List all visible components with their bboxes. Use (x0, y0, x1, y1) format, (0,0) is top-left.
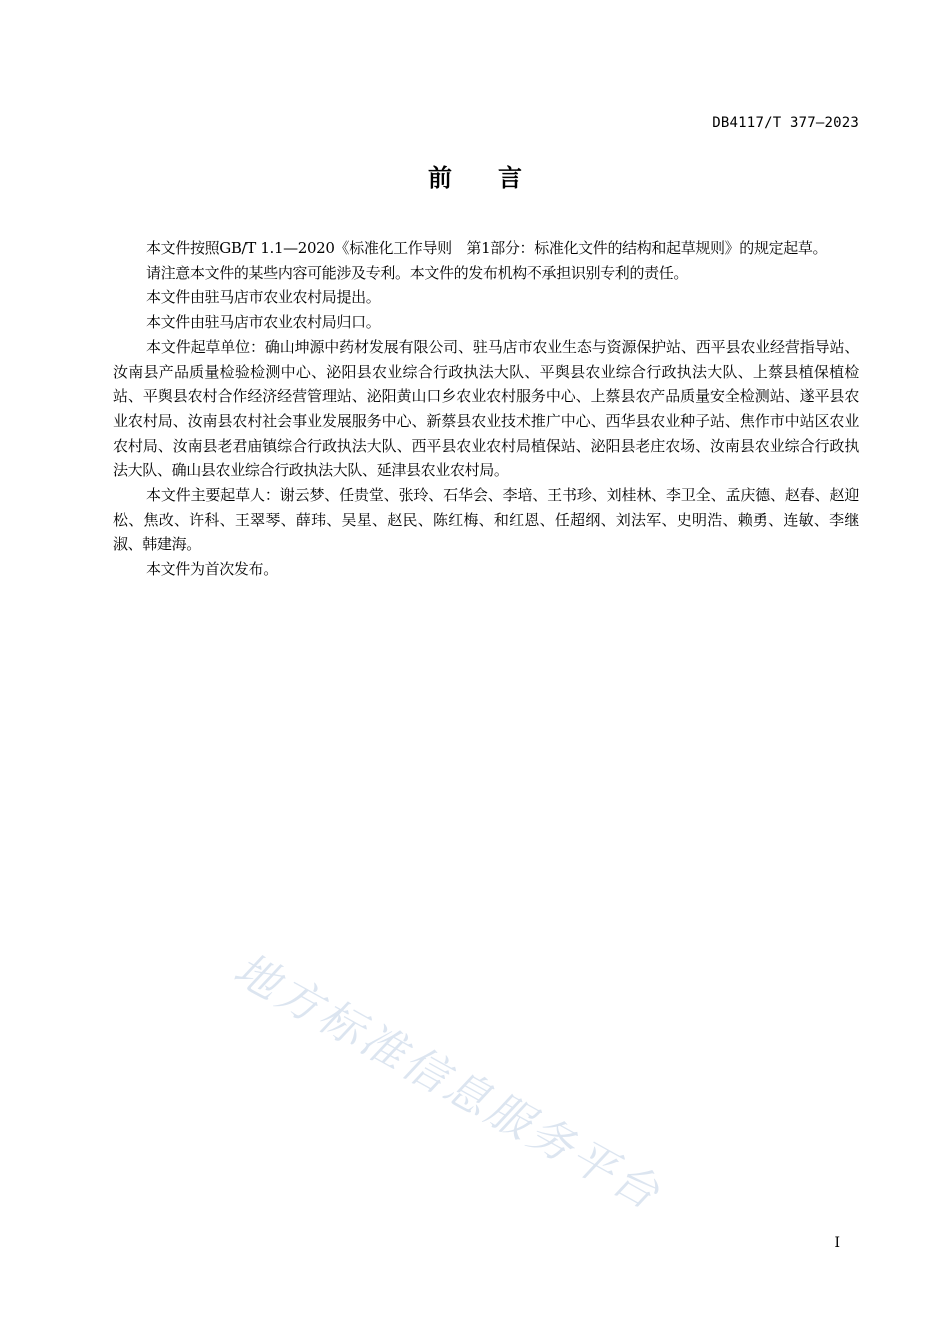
paragraph-first-release: 本文件为首次发布。 (146, 560, 278, 579)
paragraph-proposer: 本文件由驻马店市农业农村局提出。 (146, 288, 381, 307)
watermark: 地方标准信息服务平台 (225, 943, 670, 1221)
paragraph-drafting-basis: 本文件按照GB/T 1.1—2020《标准化工作导则 第1部分：标准化文件的结构和起草规则》的规定起草。 (146, 239, 828, 257)
document-code: DB4117/T 377—2023 (712, 115, 859, 131)
paragraph-patent-notice: 请注意本文件的某些内容可能涉及专利。本文件的发布机构不承担识别专利的责任。 (146, 263, 689, 282)
paragraph-administrator: 本文件由驻马店市农业农村局归口。 (146, 313, 381, 332)
page-title: 前言 (428, 164, 568, 192)
page-number: I (834, 1235, 840, 1251)
foreword-body (113, 236, 859, 582)
paragraph-drafters: 本文件主要起草人：谢云梦、任贵堂、张玲、石华会、李培、王书珍、刘桂林、李卫全、孟庆德、赵春、赵迎松、焦改、许科、王翠琴、薛玮、吴星、赵民、陈红梅、和红恩、任超纲、刘法军、史明浩、赖勇、连敏、李继淑、韩建海。 (113, 486, 859, 554)
paragraph-drafting-units: 本文件起草单位：确山坤源中药材发展有限公司、驻马店市农业生态与资源保护站、西平县农业经营指导站、汝南县产品质量检验检测中心、泌阳县农业综合行政执法大队、平舆县农业综合行政执法大队、上蔡县植保植检站、平舆县农村合作经济经营管理站、泌阳黄山口乡农业农村服务中心、上蔡县农产品质量安全检测站、遂平县农业农村局、汝南县农村社会事业发展服务中心、新蔡县农业技术推广中心、西华县农业种子站、焦作市中站区农业农村局、汝南县老君庙镇综合行政执法大队、西平县农业农村局植保站、泌阳县老庄农场、汝南县农业综合行政执法大队、确山县农业综合行政执法大队、延津县农业农村局。 (113, 337, 859, 480)
